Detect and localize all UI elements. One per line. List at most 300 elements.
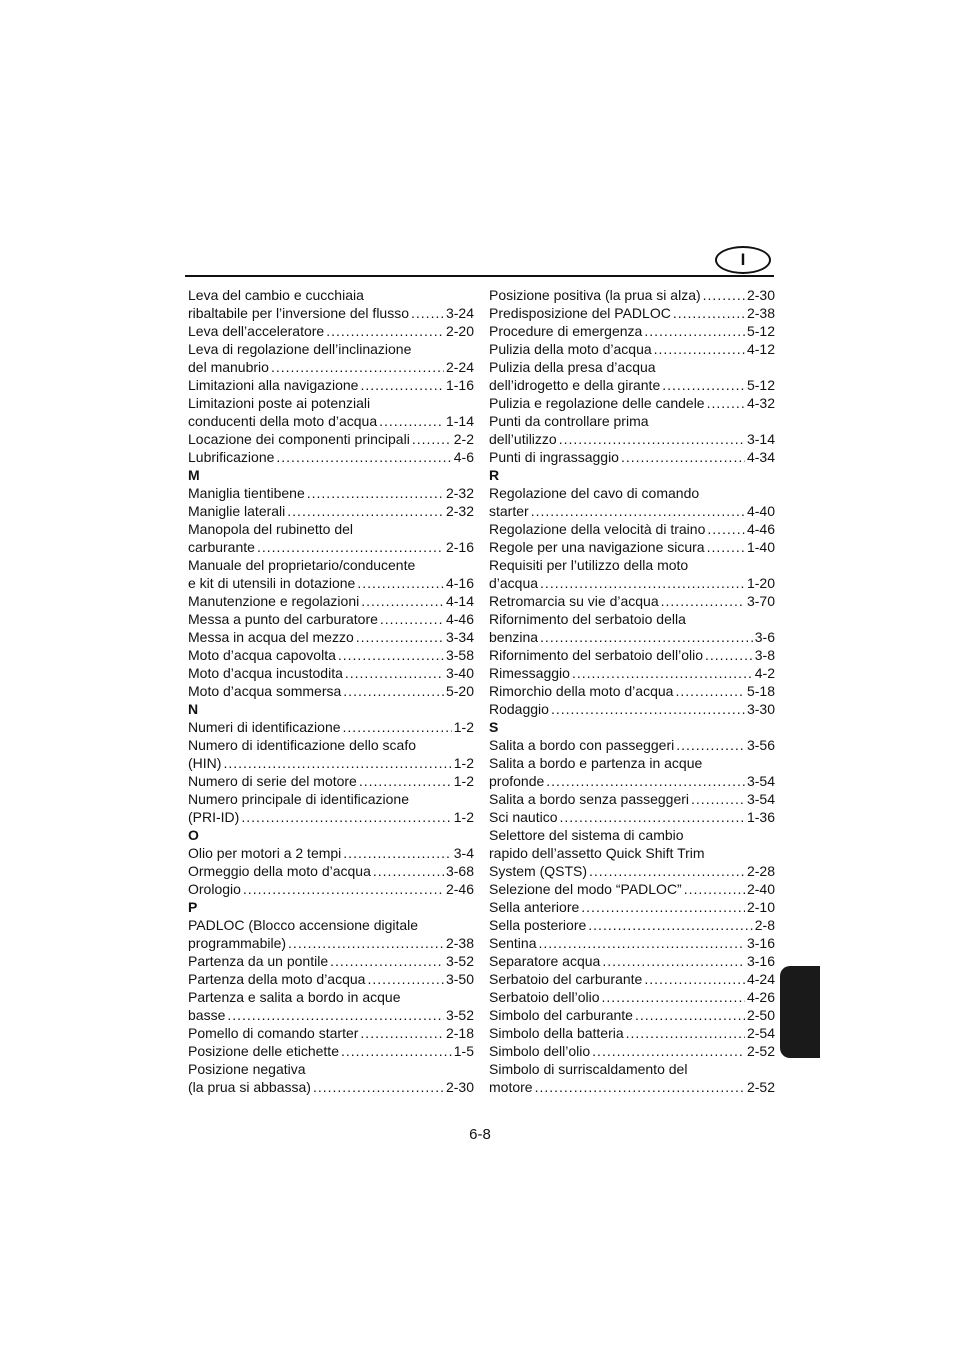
index-entry-text: Ormeggio della moto d’acqua: [188, 863, 371, 879]
index-entry-text: Lubrificazione: [188, 449, 275, 465]
index-entry: [489, 808, 775, 826]
index-page-ref: 3-54: [746, 791, 775, 807]
index-page-ref: 1-2: [453, 773, 474, 789]
index-page-ref: 4-46: [445, 611, 474, 627]
index-entry-text: Posizione delle etichette: [188, 1043, 339, 1059]
index-page-ref: 3-58: [445, 647, 474, 663]
dot-leader: [326, 322, 444, 340]
index-page-ref: 3-54: [746, 773, 775, 789]
index-entry: [489, 916, 775, 934]
index-entry-text: basse: [188, 1007, 226, 1023]
dot-leader: [654, 340, 745, 358]
index-entry-text: Pulizia della presa d’acqua: [489, 359, 656, 375]
index-entry: [188, 358, 474, 376]
index-entry: [188, 862, 474, 880]
index-entry-text: Limitazioni poste ai potenziali: [188, 395, 371, 411]
index-entry: [489, 1042, 775, 1060]
index-page-ref: 2-32: [445, 485, 474, 501]
index-entry: [188, 970, 474, 988]
index-page-ref: 4-14: [445, 593, 474, 609]
index-entry-continued: [489, 484, 775, 502]
index-entry: [188, 880, 474, 898]
index-entry-text: Sci nautico: [489, 809, 558, 825]
index-page-ref: 2-50: [746, 1007, 775, 1023]
index-entry: [489, 448, 775, 466]
index-section-letter: P: [188, 899, 198, 915]
index-entry: [489, 646, 775, 664]
section-thumb-tab: [780, 966, 820, 1058]
index-entry-continued: [188, 988, 474, 1006]
index-entry-text: Selezione del modo “PADLOC”: [489, 881, 682, 897]
dot-leader: [227, 1006, 444, 1024]
index-entry-continued: [489, 556, 775, 574]
index-entry-continued: [188, 520, 474, 538]
index-entry: [188, 934, 474, 952]
dot-leader: [288, 934, 444, 952]
dot-leader: [243, 880, 444, 898]
index-entry-continued: [489, 1060, 775, 1078]
dot-leader: [535, 1078, 745, 1096]
index-entry-text: Sella anteriore: [489, 899, 580, 915]
index-page-ref: 2-30: [746, 287, 775, 303]
index-entry-text: Leva dell’acceleratore: [188, 323, 325, 339]
index-entry-text: Rimorchio della moto d’acqua: [489, 683, 674, 699]
index-entry: [188, 376, 474, 394]
dot-leader: [589, 862, 745, 880]
dot-leader: [572, 664, 753, 682]
index-entry-continued: [489, 610, 775, 628]
index-page-ref: 1-40: [746, 539, 775, 555]
language-badge: I: [715, 246, 771, 274]
dot-leader: [644, 970, 745, 988]
index-entry-text: Regolazione del cavo di comando: [489, 485, 700, 501]
index-entry: [489, 574, 775, 592]
dot-leader: [581, 898, 745, 916]
index-entry-text: Limitazioni alla navigazione: [188, 377, 359, 393]
dot-leader: [644, 322, 745, 340]
index-entry-text: Simbolo di surriscaldamento del: [489, 1061, 688, 1077]
index-entry-text: Predisposizione del PADLOC: [489, 305, 671, 321]
index-entry: [489, 1078, 775, 1096]
index-entry-text: Rifornimento del serbatoio della: [489, 611, 686, 627]
index-entry: [188, 1024, 474, 1042]
index-section-letter: N: [188, 701, 199, 717]
index-page-ref: 2-30: [445, 1079, 474, 1095]
index-page-ref: 2-38: [746, 305, 775, 321]
index-entry-text: Simbolo del carburante: [489, 1007, 633, 1023]
index-entry-text: Partenza e salita a bordo in acque: [188, 989, 401, 1005]
index-entry-text: Rifornimento del serbatoio dell’olio: [489, 647, 704, 663]
dot-leader: [223, 754, 451, 772]
index-entry-text: programmabile): [188, 935, 287, 951]
index-entry: [188, 952, 474, 970]
index-entry: [489, 520, 775, 538]
index-page-ref: 2-40: [746, 881, 775, 897]
index-page-ref: 2-52: [746, 1043, 775, 1059]
dot-leader: [241, 808, 451, 826]
index-entry: [489, 970, 775, 988]
index-entry-continued: [188, 916, 474, 934]
index-entry-text: Regole per una navigazione sicura: [489, 539, 705, 555]
dot-leader: [707, 538, 745, 556]
index-page-ref: 1-2: [453, 755, 474, 771]
index-entry-text: Salita a bordo senza passeggeri: [489, 791, 690, 807]
index-entry: [188, 412, 474, 430]
page-number: 6-8: [469, 1126, 491, 1143]
index-entry-text: Selettore del sistema di cambio: [489, 827, 684, 843]
dot-leader: [621, 448, 745, 466]
index-entry-text: Numero principale di identificazione: [188, 791, 410, 807]
index-entry-continued: [188, 394, 474, 412]
index-entry-text: carburante: [188, 539, 255, 555]
dot-leader: [360, 1024, 444, 1042]
index-entry-text: Simbolo dell’olio: [489, 1043, 591, 1059]
index-page-ref: 3-34: [445, 629, 474, 645]
index-page-ref: 3-14: [746, 431, 775, 447]
dot-leader: [361, 592, 444, 610]
index-page-ref: 4-24: [746, 971, 775, 987]
index-page-ref: 2-46: [445, 881, 474, 897]
index-entry-text: Manopola del rubinetto del: [188, 521, 354, 537]
index-entry: [489, 934, 775, 952]
index-page-ref: 2-38: [445, 935, 474, 951]
index-entry-text: Serbatoio dell’olio: [489, 989, 600, 1005]
index-section-letter: M: [188, 467, 200, 483]
index-entry: [489, 1006, 775, 1024]
index-entry: [188, 772, 474, 790]
index-entry-text: starter: [489, 503, 529, 519]
index-entry: [489, 880, 775, 898]
index-entry-text: Numero di identificazione dello scafo: [188, 737, 417, 753]
index-column-right: [489, 286, 775, 1096]
dot-leader: [592, 1042, 745, 1060]
dot-leader: [412, 430, 452, 448]
dot-leader: [287, 502, 444, 520]
index-entry-text: System (QSTS): [489, 863, 588, 879]
index-entry: [188, 484, 474, 502]
index-page-ref: 3-56: [746, 737, 775, 753]
index-page-ref: 4-26: [746, 989, 775, 1005]
index-page-ref: 3-70: [746, 593, 775, 609]
index-entry: [188, 664, 474, 682]
dot-leader: [531, 502, 745, 520]
dot-leader: [559, 808, 744, 826]
index-entry: [188, 574, 474, 592]
index-entry: [188, 754, 474, 772]
index-entry-text: conducenti della moto d’acqua: [188, 413, 378, 429]
index-entry-text: Rimessaggio: [489, 665, 570, 681]
dot-leader: [345, 664, 444, 682]
index-entry-text: Posizione positiva (la prua si alza): [489, 287, 701, 303]
index-entry-text: Moto d’acqua capovolta: [188, 647, 336, 663]
index-page-ref: 5-12: [746, 323, 775, 339]
index-page-ref: 2-18: [445, 1025, 474, 1041]
index-page-ref: 2-20: [445, 323, 474, 339]
dot-leader: [313, 1078, 444, 1096]
index-entry-text: Procedure di emergenza: [489, 323, 643, 339]
index-entry-continued: [188, 790, 474, 808]
index-entry-text: PADLOC (Blocco accensione digitale: [188, 917, 419, 933]
index-entry-text: Manutenzione e regolazioni: [188, 593, 360, 609]
dot-leader: [673, 304, 745, 322]
dot-leader: [359, 772, 452, 790]
index-page-ref: 1-5: [453, 1043, 474, 1059]
index-entry: [489, 304, 775, 322]
index-page-ref: 1-2: [453, 809, 474, 825]
dot-leader: [538, 934, 744, 952]
index-entry: [489, 430, 775, 448]
dot-leader: [338, 646, 444, 664]
index-entry-text: Olio per motori a 2 tempi: [188, 845, 342, 861]
index-entry-continued: [489, 754, 775, 772]
index-page-ref: 3-30: [746, 701, 775, 717]
index-page-ref: 5-12: [746, 377, 775, 393]
dot-leader: [684, 880, 745, 898]
index-entry-text: Punti da controllare prima: [489, 413, 649, 429]
index-entry-text: Maniglie laterali: [188, 503, 286, 519]
index-page-ref: 4-12: [746, 341, 775, 357]
index-entry-text: Moto d’acqua sommersa: [188, 683, 342, 699]
index-entry: [489, 628, 775, 646]
index-entry: [188, 322, 474, 340]
dot-leader: [343, 844, 451, 862]
index-entry-text: motore: [489, 1079, 533, 1095]
dot-leader: [380, 610, 444, 628]
index-entry-continued: [188, 340, 474, 358]
index-page-ref: 3-24: [445, 305, 474, 321]
index-page-ref: 1-2: [453, 719, 474, 735]
index-entry: [188, 304, 474, 322]
index-entry: [489, 772, 775, 790]
index-page-ref: 3-52: [445, 953, 474, 969]
index-entry-text: d’acqua: [489, 575, 539, 591]
index-entry-text: Requisiti per l’utilizzo della moto: [489, 557, 689, 573]
index-page-ref: 2-10: [746, 899, 775, 915]
index-entry-continued: [489, 412, 775, 430]
dot-leader: [676, 736, 745, 754]
index-entry: [489, 538, 775, 556]
dot-leader: [661, 592, 745, 610]
dot-leader: [307, 484, 444, 502]
index-entry-continued: [489, 826, 775, 844]
index-entry: [188, 844, 474, 862]
index-entry-text: Posizione negativa: [188, 1061, 306, 1077]
index-entry-text: Orologio: [188, 881, 241, 897]
index-entry-text: Punti di ingrassaggio: [489, 449, 619, 465]
index-column-left: [188, 286, 474, 1096]
index-entry-text: Numeri di identificazione: [188, 719, 341, 735]
index-page-ref: 4-2: [754, 665, 775, 681]
index-entry-text: del manubrio: [188, 359, 269, 375]
dot-leader: [626, 1024, 745, 1042]
index-page-ref: 1-36: [746, 809, 775, 825]
index-entry: [489, 736, 775, 754]
index-entry: [489, 592, 775, 610]
dot-leader: [691, 790, 745, 808]
index-entry-text: Partenza da un pontile: [188, 953, 329, 969]
index-entry-text: Simbolo della batteria: [489, 1025, 624, 1041]
index-entry-text: ribaltabile per l’inversione del flusso: [188, 305, 410, 321]
index-page-ref: 3-6: [754, 629, 775, 645]
index-entry-text: (HIN): [188, 755, 222, 771]
dot-leader: [343, 682, 444, 700]
dot-leader: [675, 682, 745, 700]
index-entry-continued: [489, 358, 775, 376]
dot-leader: [357, 574, 444, 592]
index-entry-text: Messa in acqua del mezzo: [188, 629, 354, 645]
index-entry: [188, 502, 474, 520]
index-page-ref: 4-46: [746, 521, 775, 537]
index-entry: [489, 1024, 775, 1042]
dot-leader: [540, 574, 745, 592]
index-entry-continued: [188, 556, 474, 574]
index-entry-text: (PRI-ID): [188, 809, 240, 825]
index-page-ref: 4-16: [445, 575, 474, 591]
index-section-letter: R: [489, 467, 500, 483]
dot-leader: [707, 394, 745, 412]
index-entry: [188, 1078, 474, 1096]
index-page-ref: 2-16: [445, 539, 474, 555]
dot-leader: [276, 448, 451, 466]
index-page-ref: 1-16: [445, 377, 474, 393]
dot-leader: [271, 358, 444, 376]
index-page-ref: 1-20: [746, 575, 775, 591]
index-page-ref: 4-32: [746, 395, 775, 411]
dot-leader: [588, 916, 752, 934]
dot-leader: [635, 1006, 745, 1024]
dot-leader: [662, 376, 745, 394]
index-entry-text: Pulizia e regolazione delle candele: [489, 395, 705, 411]
index-entry: [188, 718, 474, 736]
index-entry: [188, 448, 474, 466]
index-page-ref: 2-32: [445, 503, 474, 519]
index-entry-text: Leva di regolazione dell’inclinazione: [188, 341, 412, 357]
index-entry-text: Sella posteriore: [489, 917, 587, 933]
index-entry: [188, 538, 474, 556]
index-entry-text: Rodaggio: [489, 701, 549, 717]
index-page-ref: 3-16: [746, 935, 775, 951]
index-page-ref: 2-8: [754, 917, 775, 933]
index-entry-text: e kit di utensili in dotazione: [188, 575, 356, 591]
index-entry-text: Salita a bordo e partenza in acque: [489, 755, 703, 771]
dot-leader: [356, 628, 444, 646]
index-entry-text: Separatore acqua: [489, 953, 601, 969]
dot-leader: [540, 628, 753, 646]
index-entry: [489, 664, 775, 682]
index-entry: [188, 592, 474, 610]
dot-leader: [411, 304, 444, 322]
index-entry: [489, 952, 775, 970]
index-entry-text: dell’utilizzo: [489, 431, 557, 447]
index-entry-text: Leva del cambio e cucchiaia: [188, 287, 364, 303]
index-page-ref: 3-50: [445, 971, 474, 987]
dot-leader: [546, 772, 745, 790]
index-entry-text: Serbatoio del carburante: [489, 971, 643, 987]
index-page-ref: 1-14: [445, 413, 474, 429]
index-entry: [188, 1006, 474, 1024]
index-entry-text: Pulizia della moto d’acqua: [489, 341, 652, 357]
dot-leader: [343, 718, 452, 736]
index-page-ref: 2-54: [746, 1025, 775, 1041]
dot-leader: [602, 988, 745, 1006]
index-entry-text: Messa a punto del carburatore: [188, 611, 378, 627]
index-section-letter: O: [188, 827, 199, 843]
dot-leader: [707, 520, 745, 538]
index-entry: [489, 988, 775, 1006]
index-entry: [188, 808, 474, 826]
index-page-ref: 5-20: [445, 683, 474, 699]
index-entry: [188, 1042, 474, 1060]
index-entry-text: profonde: [489, 773, 545, 789]
index-page-ref: 2-28: [746, 863, 775, 879]
index-entry-continued: [188, 286, 474, 304]
index-entry-text: Sentina: [489, 935, 537, 951]
index-entry-text: benzina: [489, 629, 539, 645]
index-entry: [489, 394, 775, 412]
index-page-ref: 5-18: [746, 683, 775, 699]
header-rule: [185, 275, 774, 277]
index-entry: [489, 700, 775, 718]
index-section-letter: S: [489, 719, 499, 735]
dot-leader: [330, 952, 444, 970]
index-entry: [489, 898, 775, 916]
index-entry: [489, 862, 775, 880]
index-entry: [188, 682, 474, 700]
index-entry-text: Retromarcia su vie d’acqua: [489, 593, 659, 609]
index-page-ref: 3-40: [445, 665, 474, 681]
index-entry-text: Maniglia tientibene: [188, 485, 305, 501]
index-entry-text: Manuale del proprietario/conducente: [188, 557, 416, 573]
dot-leader: [703, 286, 745, 304]
index-page-ref: 4-40: [746, 503, 775, 519]
index-page-ref: 2-24: [445, 359, 474, 375]
index-entry-continued: [489, 844, 775, 862]
index-entry-text: Salita a bordo con passeggeri: [489, 737, 675, 753]
index-entry: [489, 286, 775, 304]
index-entry: [188, 610, 474, 628]
index-entry-continued: [188, 736, 474, 754]
index-page-ref: 3-16: [746, 953, 775, 969]
index-page-ref: 3-68: [445, 863, 474, 879]
index-entry-text: dell’idrogetto e della girante: [489, 377, 661, 393]
index-page-ref: 2-2: [453, 431, 474, 447]
index-entry: [188, 430, 474, 448]
index-entry: [489, 682, 775, 700]
index-entry-text: (la prua si abbassa): [188, 1079, 311, 1095]
index-entry-text: Partenza della moto d’acqua: [188, 971, 366, 987]
index-entry: [489, 376, 775, 394]
index-entry-text: Pomello di comando starter: [188, 1025, 359, 1041]
index-page-ref: 3-4: [453, 845, 474, 861]
index-entry-text: Regolazione della velocità di traino: [489, 521, 706, 537]
dot-leader: [379, 412, 444, 430]
dot-leader: [341, 1042, 452, 1060]
dot-leader: [367, 970, 444, 988]
index-entry-text: Moto d’acqua incustodita: [188, 665, 343, 681]
dot-leader: [705, 646, 753, 664]
dot-leader: [551, 700, 745, 718]
index-entry-text: rapido dell’assetto Quick Shift Trim: [489, 845, 705, 861]
dot-leader: [373, 862, 444, 880]
index-entry-continued: [188, 1060, 474, 1078]
index-page-ref: 3-8: [754, 647, 775, 663]
index-page-ref: 3-52: [445, 1007, 474, 1023]
index-entry-text: Locazione dei componenti principali: [188, 431, 410, 447]
index-entry: [489, 790, 775, 808]
index-entry: [188, 628, 474, 646]
dot-leader: [559, 430, 745, 448]
dot-leader: [360, 376, 444, 394]
